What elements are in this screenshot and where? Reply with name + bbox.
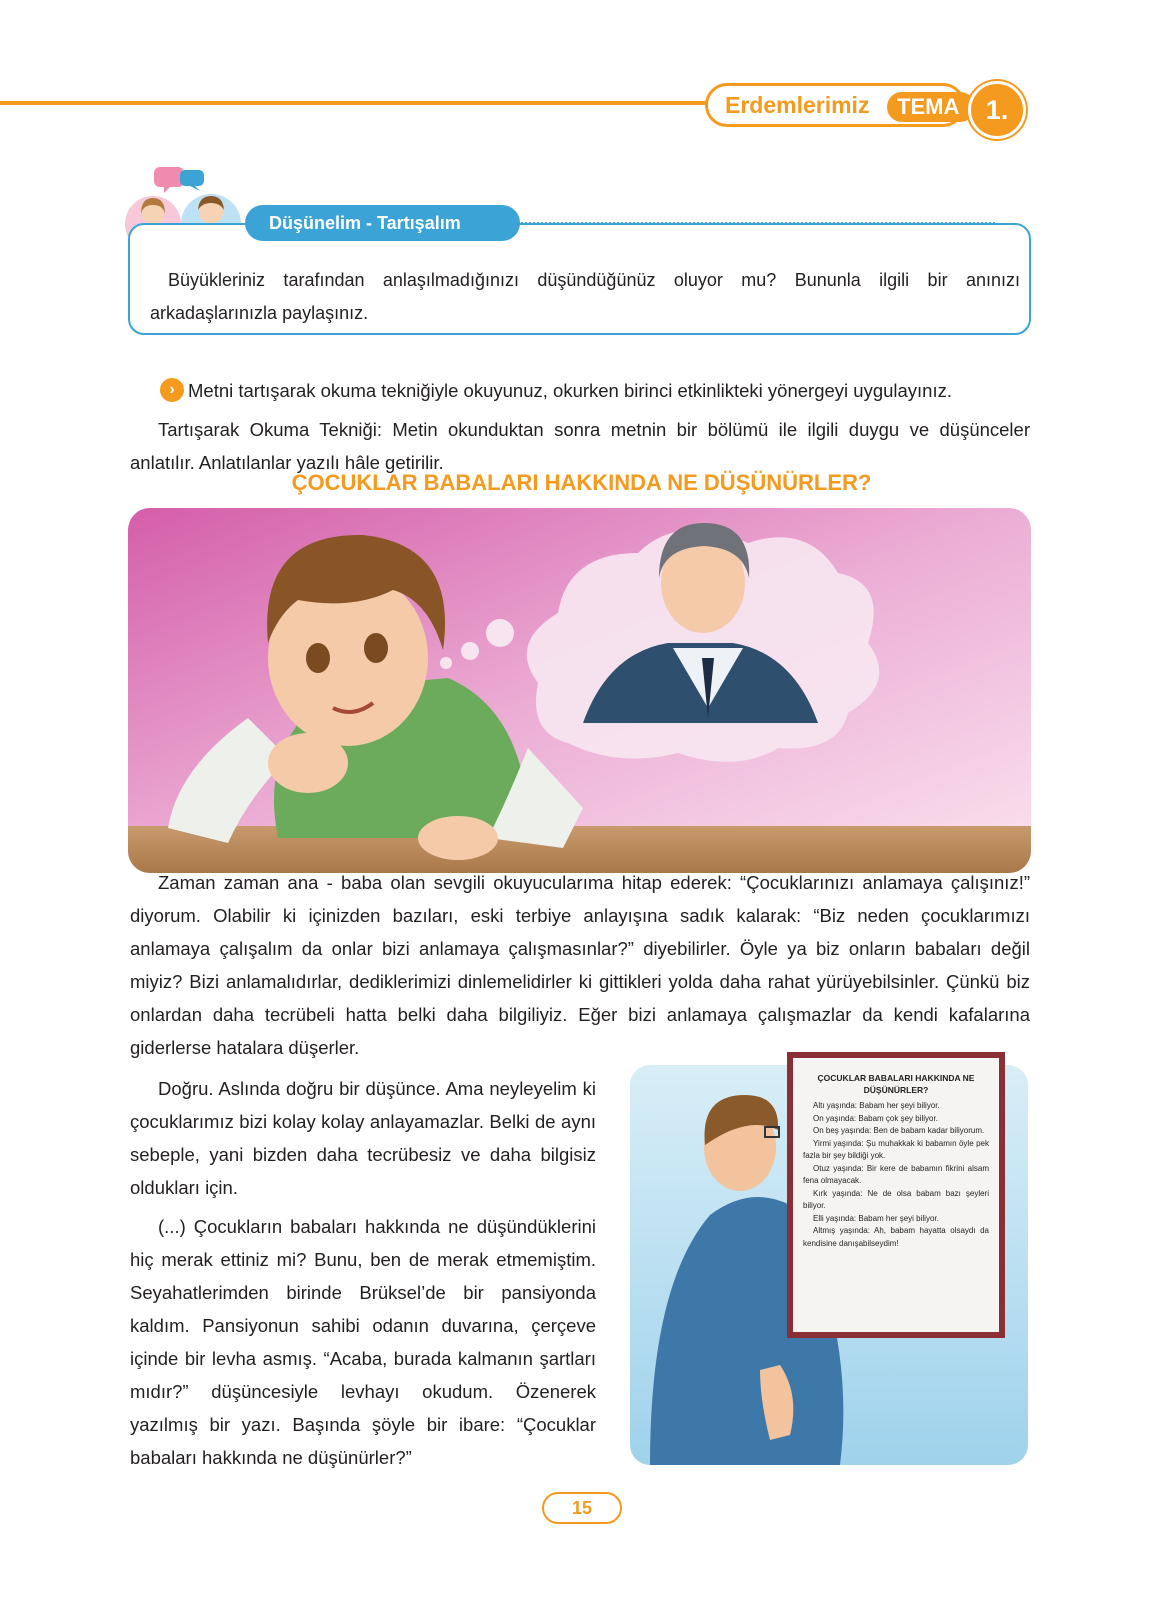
story-title: ÇOCUKLAR BABALARI HAKKINDA NE DÜŞÜNÜRLER? xyxy=(291,470,872,495)
instruction-text: Metni tartışarak okuma tekniğiyle okuyunuz, okurken birinci etkinlikteki yönergeyi uygulayınız. xyxy=(188,380,953,401)
tema-number: 1. xyxy=(968,81,1026,139)
plaque-line-1: Altı yaşında: Babam her şeyi biliyor. xyxy=(813,1101,940,1110)
plaque-title: ÇOCUKLAR BABALARI HAKKINDA NE DÜŞÜNÜRLER? xyxy=(817,1073,975,1095)
page-number: 15 xyxy=(542,1492,622,1524)
discussion-dotted-rule xyxy=(505,222,995,224)
discussion-text: Büyükleriniz tarafından anlaşılmadığınızı düşündüğünüz oluyor mu? Bununla ilgili bir anınızı arkadaşlarınızla paylaşınız. xyxy=(150,270,1020,323)
plaque-line-7: Elli yaşında: Babam her şeyi biliyor. xyxy=(813,1213,939,1223)
paragraph-3: (...) Çocukların babaları hakkında ne düşündüklerini hiç merak ettiniz mi? Bunu, ben de merak etmemiştim. Seyahatlerimden birinde Brüksel’de bir pansiyonda kaldım. Pansiyonun sahibi odanın duvarına, çerçeve içinde bir levha asmış. “Acaba, burada kalmanın şartları mıdır?” düşüncesiyle levhayı okudum. Özenerek yazılmış bir yazı. Başında şöyle bir ibare: “Çocuklar babaları hakkında ne düşünürler?” xyxy=(130,1216,596,1468)
paragraph-1: Zaman zaman ana - baba olan sevgili okuyucularıma hitap ederek: “Çocuklarınızı anlamaya çalışınız!” diyorum. Olabilir ki içinizden bazıları, eski terbiye anlayışına sadık kalarak: “Biz neden çocuklarımızı anlamaya çalışalım da onlar bizi anlamaya çalışmasınlar?” diyebilirler. Öyle ya biz onların babaları değil miyiz? Bizi anlamalıdırlar, dediklerimizi dinlemelidirler ki gittikleri yolda daha rahat yürüyebilsinler. Çünkü biz onlardan daha tecrübeli hatta belki daha bilgiliyiz. Eğer bizi anlamaya çalışmazlar da kendi kafalarına giderlerse hatalara düşerler. xyxy=(130,872,1030,1058)
plaque-line-8: Altmış yaşında: Ah, babam hayatta olsaydı da kendisine danışabilseydim! xyxy=(803,1226,989,1248)
technique-text: Tartışarak Okuma Tekniği: Metin okunduktan sonra metnin bir bölümü ile ilgili duygu ve düşünceler anlatılır. Anlatılanlar yazılı hâle getirilir. xyxy=(130,419,1030,473)
plaque-line-3: On beş yaşında: Ben de babam kadar biliyorum. xyxy=(813,1126,985,1135)
discussion-label: Düşünelim - Tartışalım xyxy=(245,205,520,241)
chevron-right-icon: › xyxy=(160,378,184,402)
boy-dreaming-illustration xyxy=(128,508,1031,873)
plaque-line-2: On yaşında: Babam çok şey biliyor. xyxy=(813,1113,938,1123)
plaque-line-4: Yirmi yaşında: Şu muhakkak ki babamın öyle pek fazla bir şey bildiği yok. xyxy=(803,1138,989,1160)
plaque-line-5: Otuz yaşında: Bir kere de babamın fikrini alsam fena olmayacak. xyxy=(803,1163,989,1185)
theme-title: Erdemlerimiz xyxy=(725,92,870,118)
header-rule xyxy=(0,101,712,105)
tema-badge: TEMA xyxy=(887,92,975,122)
plaque-line-6: Kırk yaşında: Ne de olsa babam bazı şeyleri biliyor. xyxy=(803,1188,989,1210)
plaque xyxy=(787,1052,1005,1338)
paragraph-2: Doğru. Aslında doğru bir düşünce. Ama neyleyelim ki çocuklarımız bizi kolay kolay anlayamazlar. Belki de aynı sebeple, yani bizden daha tecrübesiz ve daha bilgisiz oldukları için. xyxy=(130,1078,596,1198)
